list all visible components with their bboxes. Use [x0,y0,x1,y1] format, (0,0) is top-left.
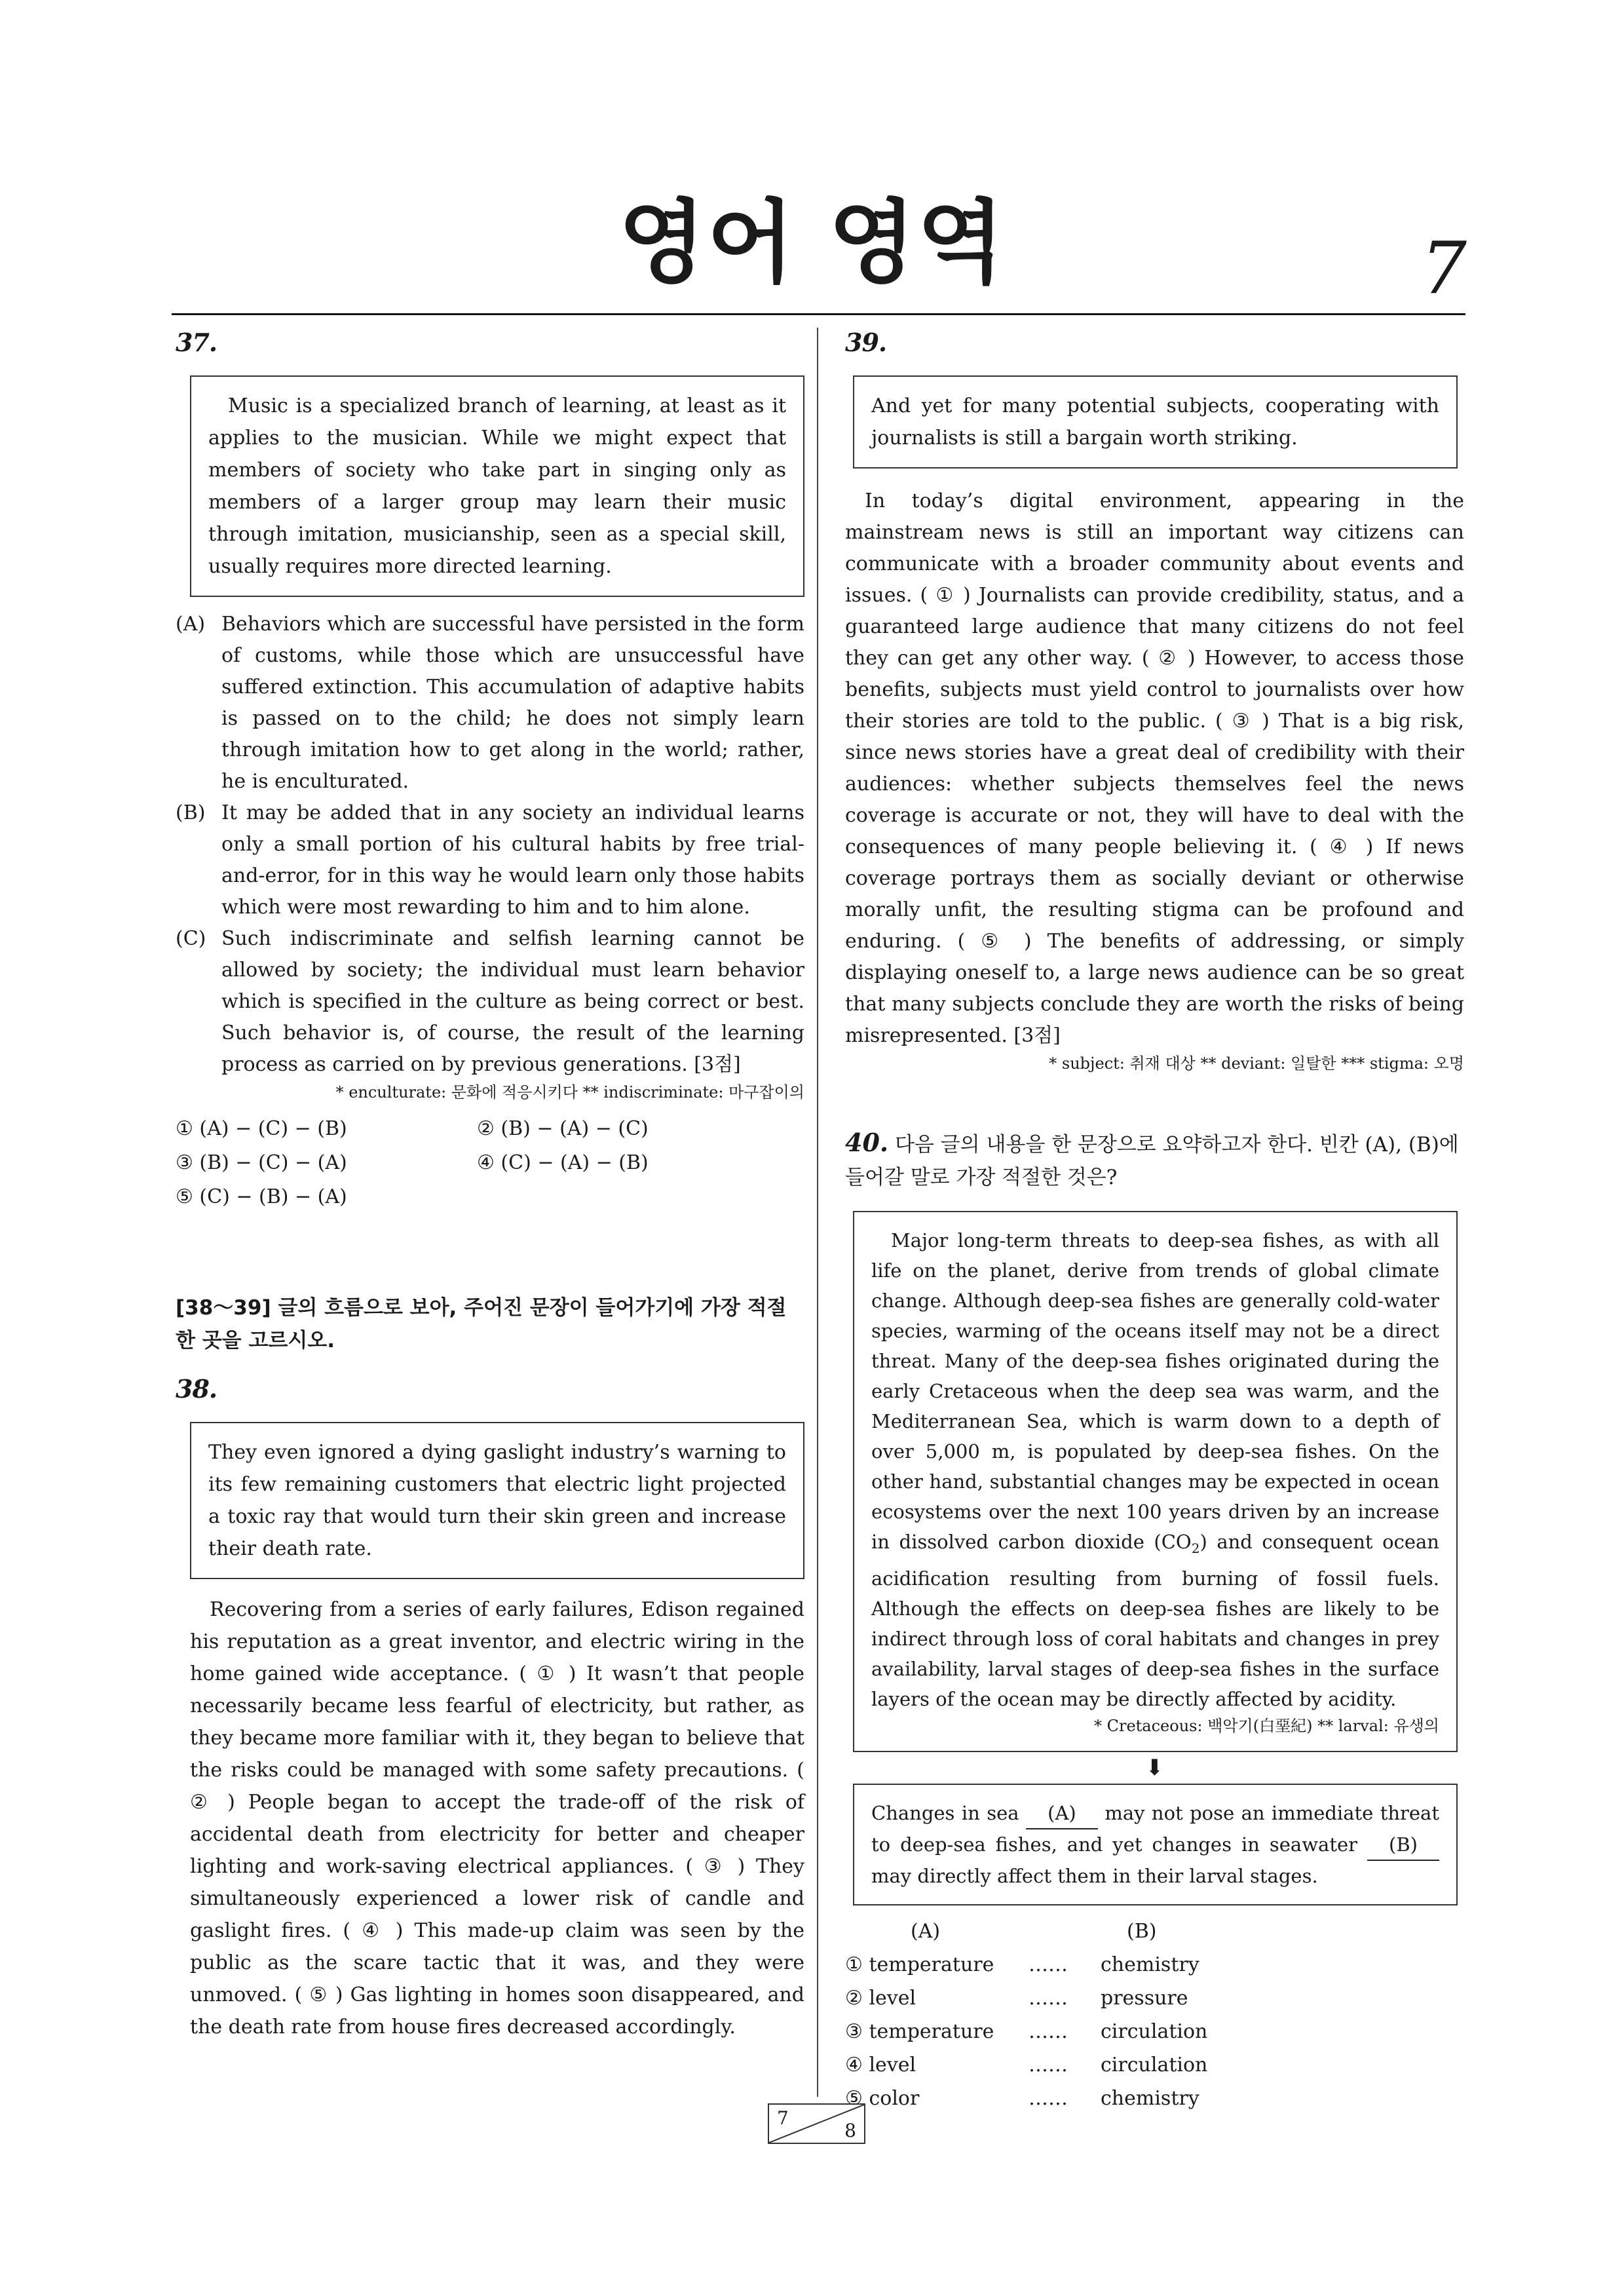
choice-3[interactable]: ③ (B) − (C) − (A) [176,1151,347,1174]
item-label: (C) [176,927,206,950]
choice-5[interactable] [845,2082,1464,2115]
choice-1[interactable] [845,1948,1464,1981]
dots: …… [1029,2086,1068,2110]
choice-4[interactable] [845,2048,1464,2082]
item-text: It may be added that in any society an individual learns only a small portion of his cultural habits by free trial-and-error, for in this way he would learn only those habits which were most rewarding to him and to him alone. [221,801,804,919]
choice-number: ④ [845,2053,863,2076]
passage-part-1: Major long-term threats to deep-sea fishes, as with all life on the planet, derive from trends of global climate change. Although deep-sea fishes are generally cold-water species, warming of the oceans itself may not be a direct threat. Many of the deep-sea fishes originated during the early Cretaceous when the deep sea was warm, and the Mediterranean Sea, which is warm down to a depth of over 5,000 m, is populated by deep-sea fishes. On the other hand, substantial changes may be expected in ocean ecosystems over the next 100 years driven by an increase in dissolved carbon dioxide (CO [871,1229,1439,1553]
dots: …… [1029,2053,1068,2076]
question-40 [845,1126,1464,2115]
dots: …… [1029,1953,1068,1976]
answer-choices [176,1112,804,1214]
choice-4[interactable]: ④ (C) − (A) − (B) [477,1151,649,1174]
choice-number: ① [845,1953,863,1976]
column-b-header: (B) [1127,1919,1157,1943]
passage-text: Recovering from a series of early failures, Edison regained his reputation as a great inventor, and electric wiring in the home gained wide acceptance. ( ① ) It wasn’t that people necessarily became less fearful of electricity, but rather, as they became more familiar with it, they began to believe that the risks could be managed with some safety precautions. ( ② ) People began to accept the trade-off of the risk of accidental death from electricity for better and cheaper lighting and work-saving electrical appliances. ( ③ ) They simultaneously experienced a lower risk of candle and gaslight fires. ( ④ ) This made-up claim was seen by the public as the scare tactic that it was, and they were unmoved. ( ⑤ ) Gas lighting in homes soon disappeared, and the death rate from house fires decreased accordingly. [190,1598,804,2038]
section-instruction: [38～39] 글의 흐름으로 보아, 주어진 문장이 들어가기에 가장 적절한 곳을 고르시오. [176,1296,787,1352]
question-number: 40. [845,1128,889,1157]
dots: …… [1029,1986,1068,2010]
column-a-header: (A) [911,1919,941,1943]
question-37 [176,328,804,1214]
given-passage-box: Music is a specialized branch of learning, at least as it applies to the musician. While we might expect that members of society who take part in singing only as members of a larger group may learn their music through imitation, musicianship, seen as a special skill, usually requires more directed learning. [190,375,804,597]
item-text: Such indiscriminate and selfish learning cannot be allowed by society; the individual must learn behavior which is specified in the culture as being correct or best. Such behavior is, of course, the result of the learning process as carried on by previous generations. [3점] [221,927,804,1076]
footnote: * Cretaceous: 백악기(白堊紀) ** larval: 유생의 [1093,1716,1439,1735]
summary-part-2: may not pose an immediate threat to deep-sea fishes, and yet changes in seawater [871,1801,1440,1856]
list-item [176,609,804,797]
column-divider [817,328,818,2097]
header-rule [172,313,1465,315]
summary-part-3: may directly affect them in their larval stages. [871,1864,1318,1887]
choice-a: level [869,1986,916,2010]
question-number: 39. [845,328,887,357]
current-page: 7 [777,2107,789,2129]
down-arrow-icon: ⬇ [1145,1754,1164,1781]
total-pages: 8 [844,2120,856,2141]
item-label: (B) [176,801,206,824]
page-number: 7 [1421,226,1467,310]
summary-part-1: Changes in sea [871,1801,1019,1824]
choice-b: pressure [1101,1986,1188,2010]
right-column [845,328,1464,2115]
list-item [176,923,804,1081]
choice-2[interactable]: ② (B) − (A) − (C) [477,1117,649,1140]
dots: …… [1029,2019,1068,2043]
question-text: 다음 글의 내용을 한 문장으로 요약하고자 한다. 빈칸 (A), (B)에 들어갈 말로 가장 적절한 것은? [845,1133,1459,1189]
choice-a: level [869,2053,916,2076]
given-sentence-box: They even ignored a dying gaslight industry’s warning to its few remaining customers that electric light projected a toxic ray that would turn their skin green and increase their death rate. [190,1422,804,1579]
item-label: (A) [176,613,206,636]
subscript-2: 2 [1191,1540,1200,1556]
order-items [176,609,804,1081]
choice-b: circulation [1101,2019,1208,2043]
choice-a: temperature [869,1953,994,1976]
question-prompt [845,1126,1464,1194]
question-number: 38. [176,1374,217,1404]
choice-3[interactable] [845,2015,1464,2048]
footnote: * subject: 취재 대상 ** deviant: 일탈한 *** stigma: 오명 [1049,1054,1464,1073]
item-text: Behaviors which are successful have persisted in the form of customs, while those which are unsuccessful have suffered extinction. This accumulation of adaptive habits is passed on to the child; he does not simply learn through imitation how to get along in the world; rather, he is enculturated. [221,613,804,793]
question-38 [176,1374,804,2043]
list-item [176,797,804,923]
given-sentence-box: And yet for many potential subjects, cooperating with journalists is still a bargain worth striking. [853,375,1458,469]
passage-text: In today’s digital environment, appearing in the mainstream news is still an important way citizens can communicate with a broader community about events and issues. ( ① ) Journalists can provide credibility, status, and a guaranteed large audience that many citizens do not feel they can get any other way. ( ② ) However, to access those benefits, subjects must yield control to journalists over how their stories are told to the public. ( ③ ) That is a big risk, since news stories have a great deal of credibility with their audiences: whether subjects themselves feel the news coverage is accurate or not, they will have to deal with the consequences of many people believing it. ( ④ ) If news coverage portrays them as socially deviant or otherwise morally unfit, the resulting stigma can be profound and enduring. ( ⑤ ) The benefits of addressing, or simply displaying oneself to, a large news audience can be so great that many subjects conclude they are worth the risks of being misrepresented. [3점] [845,489,1464,1047]
choice-1[interactable]: ① (A) − (C) − (B) [176,1117,347,1140]
blank-a: (A) [1026,1798,1098,1829]
choice-number: ② [845,1986,863,2010]
left-column [176,328,804,2043]
answer-table [845,1915,1464,2115]
choice-5[interactable]: ⑤ (C) − (B) − (A) [176,1185,347,1208]
page-title: 영어 영역 [618,190,1006,296]
blank-b: (B) [1367,1829,1439,1861]
footnote: * enculturate: 문화에 적응시키다 ** indiscriminate: 마구잡이의 [335,1083,804,1101]
question-number: 37. [176,328,217,357]
choice-b: chemistry [1101,1953,1199,1976]
choice-a: temperature [869,2019,994,2043]
question-39 [845,328,1464,1075]
summary-sentence-box [853,1784,1458,1905]
page-counter [768,2103,865,2144]
summary-passage-box [853,1211,1458,1752]
choice-number: ③ [845,2019,863,2043]
choice-b: circulation [1101,2053,1208,2076]
passage-part-2: ) and consequent ocean acidification resulting from burning of fossil fuels. Although the effects on deep-sea fishes are likely to be indirect through loss of coral habitats and changes in prey availability, larval stages of deep-sea fishes in the surface layers of the ocean may be directly affected by acidity. [871,1531,1439,1710]
choice-2[interactable] [845,1981,1464,2015]
answer-table-header [845,1915,1464,1948]
choice-number: ⑤ [845,2086,863,2110]
choice-b: chemistry [1101,2086,1199,2110]
choice-a: color [869,2086,920,2110]
